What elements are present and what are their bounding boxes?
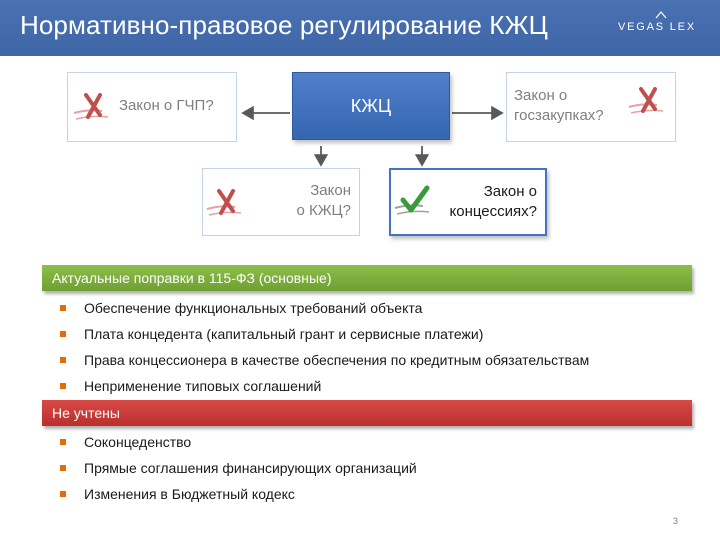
law-kzhc-label: Закон о КЖЦ? xyxy=(296,182,351,219)
list-item: Изменения в Бюджетный кодекс xyxy=(60,484,417,510)
law-concessions-box xyxy=(389,168,547,236)
bullet-icon xyxy=(60,465,66,471)
list-item: Неприменение типовых соглашений xyxy=(60,376,589,402)
amendments-section-header: Актуальные поправки в 115-ФЗ (основные) xyxy=(42,265,692,291)
law-concessions-label: Закон о концессиях? xyxy=(449,183,537,220)
cross-mark-icon xyxy=(72,89,120,123)
kzhc-center-box xyxy=(292,72,450,140)
law-ppp-label: Закон о ГЧП? xyxy=(119,97,214,114)
law-procurement-label: Закон о госзакупках? xyxy=(514,87,604,124)
list-item: Права концессионера в качестве обеспечения по кредитным обязательствам xyxy=(60,350,589,376)
bullet-icon xyxy=(60,331,66,337)
cross-mark-icon xyxy=(627,83,673,117)
bullet-icon xyxy=(60,439,66,445)
law-ppp-box xyxy=(67,72,237,142)
page-number: 3 xyxy=(672,516,678,526)
logo-text: VEGAS LEX xyxy=(618,21,696,33)
amendments-list xyxy=(60,298,589,402)
slide-title: Нормативно-правовое регулирование КЖЦ xyxy=(20,10,548,40)
check-mark-icon xyxy=(393,182,439,220)
bullet-icon xyxy=(60,491,66,497)
bullet-icon xyxy=(60,305,66,311)
bullet-icon xyxy=(60,357,66,363)
list-item: Обеспечение функциональных требований объекта xyxy=(60,298,589,324)
list-item: Плата концедента (капитальный грант и сервисные платежи) xyxy=(60,324,589,350)
cross-mark-icon xyxy=(205,185,253,219)
bullet-icon xyxy=(60,383,66,389)
not-considered-section-header: Не учтены xyxy=(42,400,692,426)
not-considered-list xyxy=(60,432,417,510)
law-kzhc-box xyxy=(202,168,360,236)
kzhc-label: КЖЦ xyxy=(350,95,392,116)
list-item: Соконцеденство xyxy=(60,432,417,458)
law-procurement-box xyxy=(506,72,676,142)
list-item: Прямые соглашения финансирующих организаций xyxy=(60,458,417,484)
